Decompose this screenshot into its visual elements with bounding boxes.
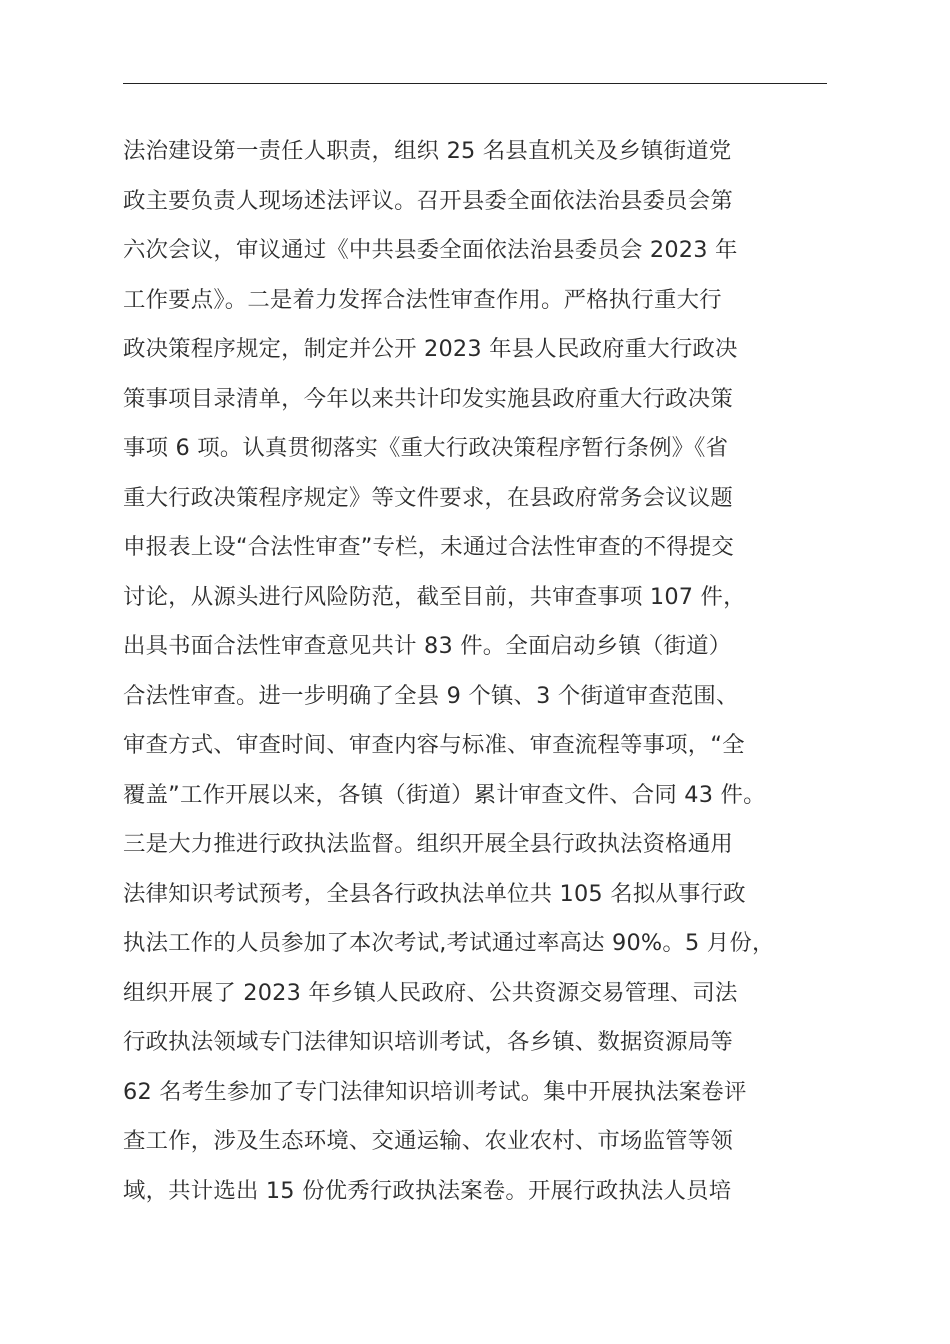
text-line: 行政执法领域专门法律知识培训考试，各乡镇、数据资源局等 — [123, 1029, 733, 1055]
text-line: 工作要点》。二是着力发挥合法性审查作用。严格执行重大行 — [123, 286, 722, 313]
text-line: 查工作，涉及生态环境、交通运输、农业农村、市场监管等领 — [123, 1128, 733, 1154]
text-line: 法律知识考试预考，全县各行政执法单位共 105 名拟从事行政 — [123, 880, 746, 907]
text-line: 事项 6 项。认真贯彻落实《重大行政决策程序暂行条例》《省 — [123, 435, 729, 461]
body-text — [123, 127, 863, 1216]
text-line: 政主要负责人现场述法评议。召开县委全面依法治县委员会第 — [123, 187, 733, 214]
text-line: 六次会议，审议通过《中共县委全面依法治县委员会 2023 年 — [123, 237, 738, 263]
text-line: 审查方式、审查时间、审查内容与标准、审查流程等事项，“全 — [123, 732, 745, 758]
text-line: 合法性审查。进一步明确了全县 9 个镇、3 个街道审查范围、 — [123, 682, 739, 709]
text-line: 策事项目录清单，今年以来共计印发实施县政府重大行政决策 — [123, 385, 733, 412]
text-line: 域，共计选出 15 份优秀行政执法案卷。开展行政执法人员培 — [123, 1177, 732, 1204]
text-line: 执法工作的人员参加了本次考试,考试通过率高达 90%。5 月份， — [123, 930, 775, 956]
text-line: 讨论，从源头进行风险防范，截至目前，共审查事项 107 件， — [123, 583, 746, 610]
text-line: 覆盖”工作开展以来，各镇（街道）累计审查文件、合同 43 件。 — [123, 781, 766, 808]
text-line: 三是大力推进行政执法监督。组织开展全县行政执法资格通用 — [123, 831, 733, 857]
header-rule — [123, 83, 827, 84]
text-line: 重大行政决策程序规定》等文件要求，在县政府常务会议议题 — [123, 484, 733, 511]
text-line: 申报表上设“合法性审查”专栏，未通过合法性审查的不得提交 — [123, 534, 734, 560]
text-line: 组织开展了 2023 年乡镇人民政府、公共资源交易管理、司法 — [123, 979, 738, 1006]
text-line: 法治建设第一责任人职责，组织 25 名县直机关及乡镇街道党 — [123, 138, 732, 164]
text-line: 政决策程序规定，制定并公开 2023 年县人民政府重大行政决 — [123, 336, 738, 362]
text-line: 62 名考生参加了专门法律知识培训考试。集中开展执法案卷评 — [123, 1078, 747, 1105]
text-line: 出具书面合法性审查意见共计 83 件。全面启动乡镇（街道） — [123, 633, 732, 659]
